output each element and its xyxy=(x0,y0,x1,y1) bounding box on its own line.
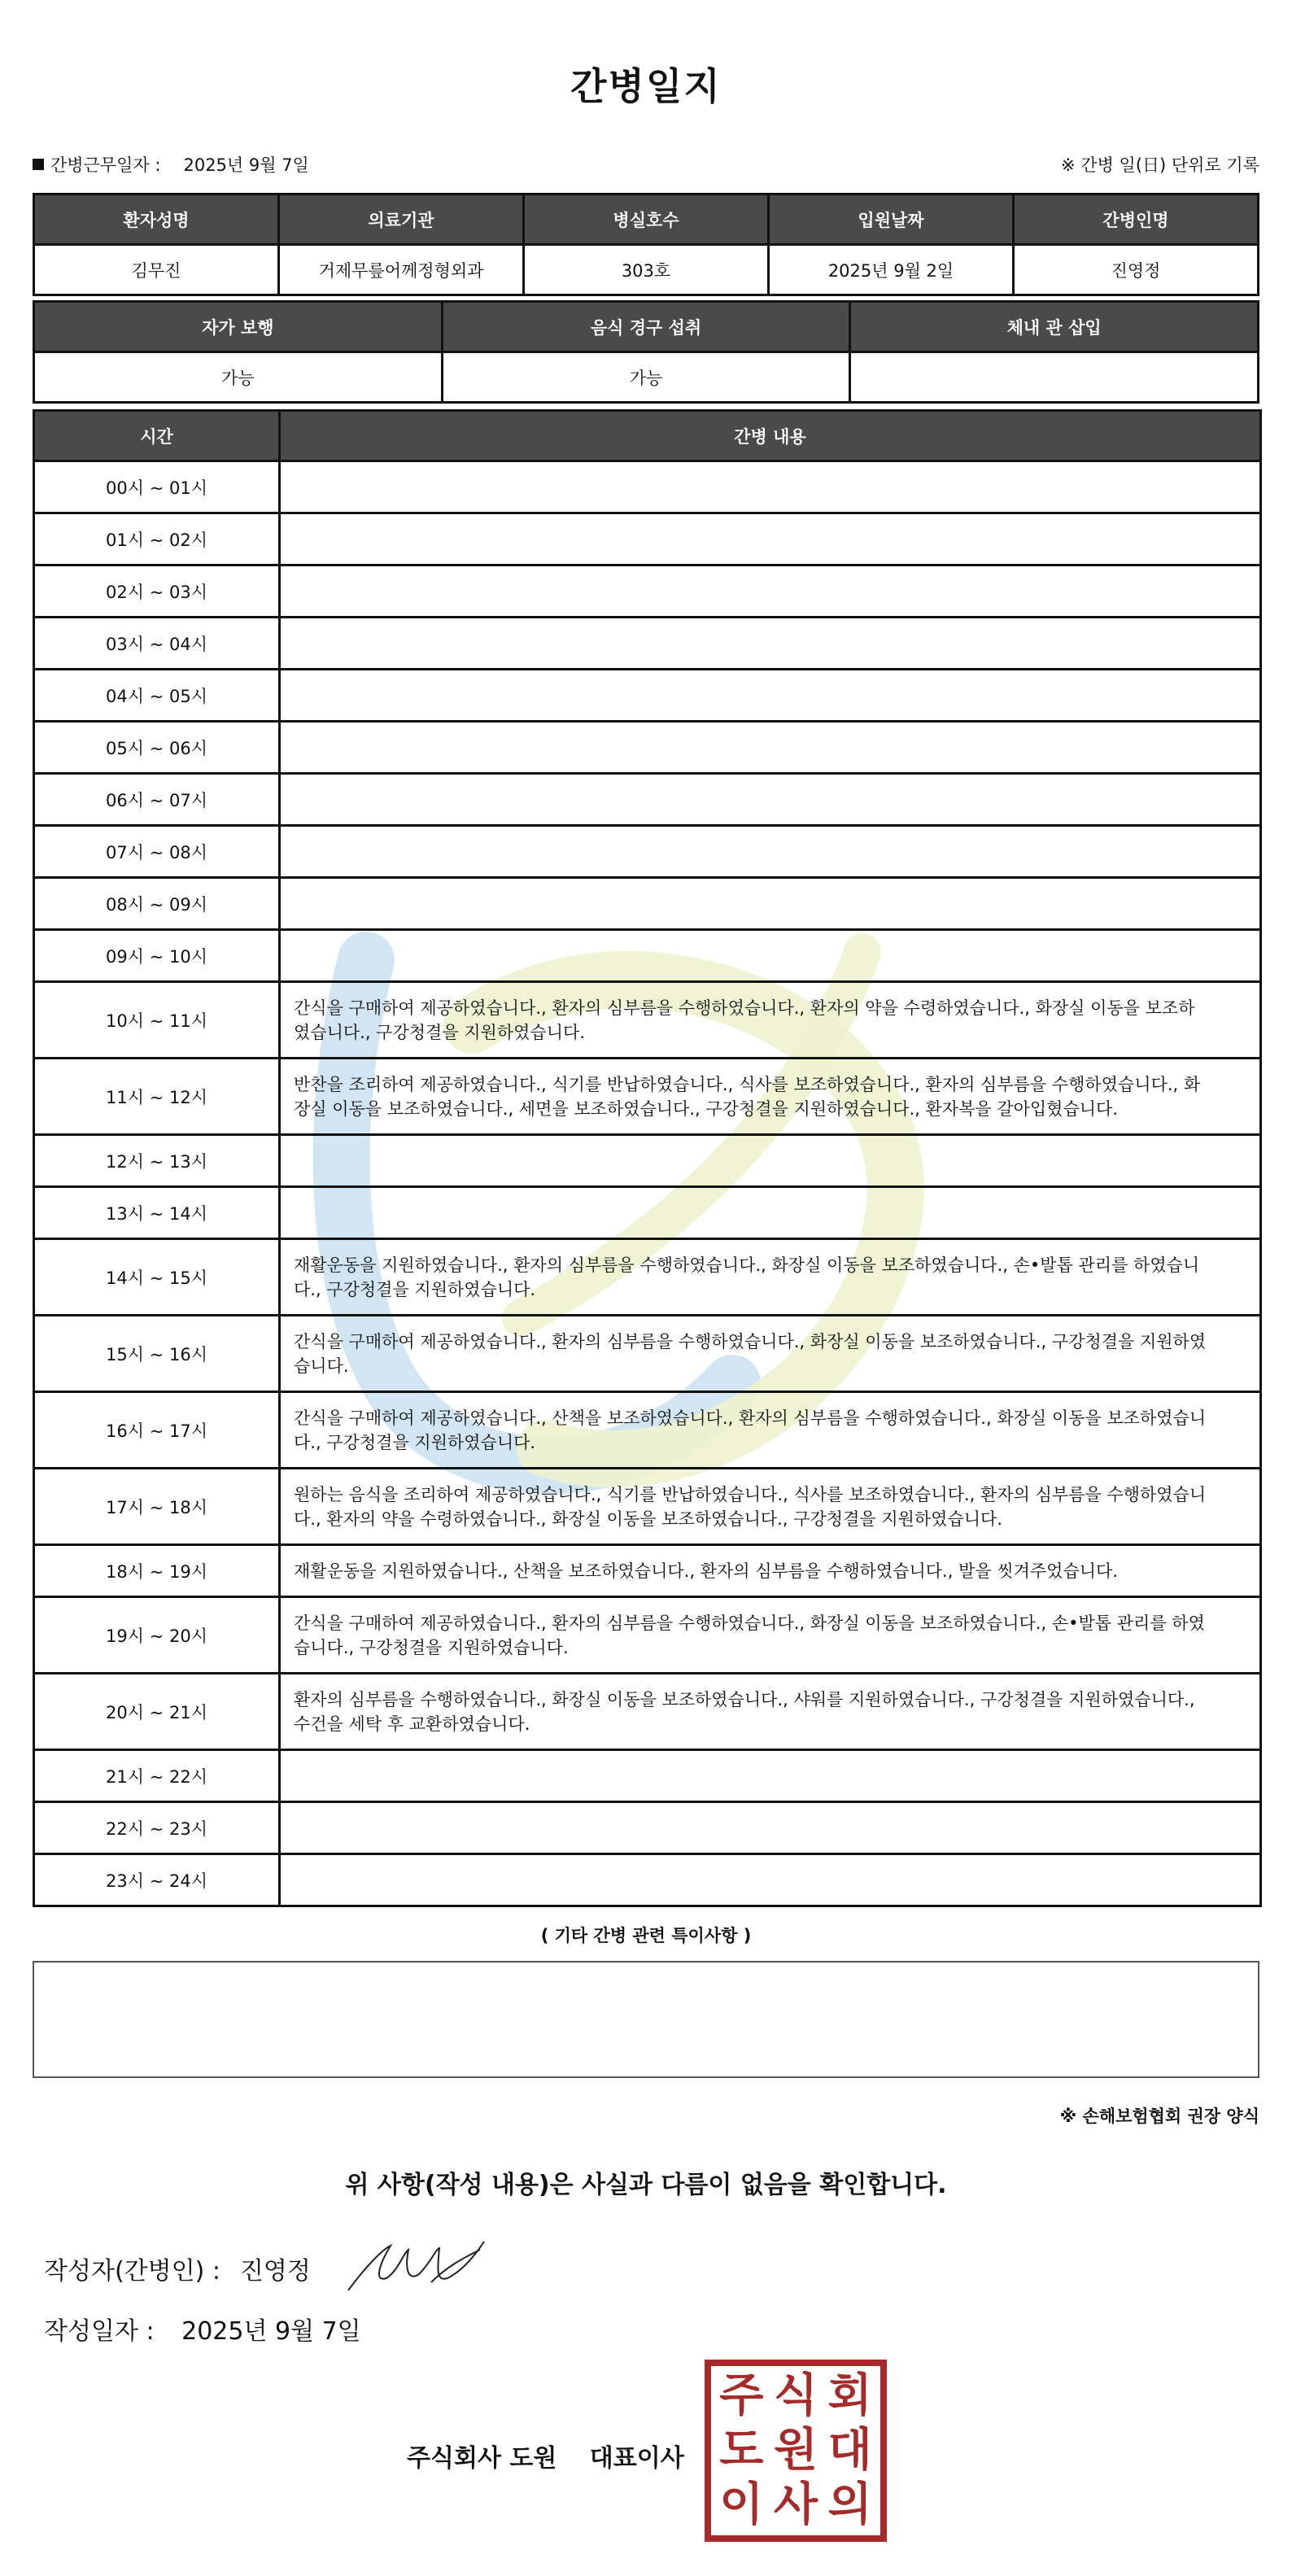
log-content-line: 장실 이동을 보조하였습니다., 세면을 보조하였습니다., 구강청결을 지원하였습니다., 환자복을 갈아입혔습니다. xyxy=(294,1098,1118,1119)
writer-row xyxy=(44,2251,311,2286)
seal-char: 사 xyxy=(773,2478,818,2531)
log-content xyxy=(280,1316,1261,1392)
log-row xyxy=(34,722,1261,774)
log-time: 11시 ~ 12시 xyxy=(34,1059,280,1135)
log-row xyxy=(34,1674,1261,1750)
log-content-line: 원하는 음식을 조리하여 제공하였습니다., 식기를 반납하였습니다., 식사를 보조하였습니다., 환자의 심부름을 수행하였습니 xyxy=(294,1484,1207,1504)
log-time: 20시 ~ 21시 xyxy=(34,1674,280,1750)
header-oral-intake: 음식 경구 섭취 xyxy=(442,302,850,352)
log-row xyxy=(34,1750,1261,1802)
room-number: 303호 xyxy=(524,245,769,295)
log-row xyxy=(34,1597,1261,1674)
log-content-line: 였습니다., 구강청결을 지원하였습니다. xyxy=(294,1022,585,1042)
log-content xyxy=(280,513,1261,565)
seal-char: 원 xyxy=(773,2423,818,2477)
log-row xyxy=(34,1545,1261,1597)
log-content xyxy=(280,1469,1261,1545)
log-content-line: 간식을 구매하여 제공하였습니다., 환자의 심부름을 수행하였습니다., 화장실 이동을 보조하였습니다., 구강청결을 지원하였 xyxy=(294,1331,1207,1351)
log-content xyxy=(280,461,1261,513)
log-content-line: 간식을 구매하여 제공하였습니다., 산책을 보조하였습니다., 환자의 심부름을 수행하였습니다., 화장실 이동을 보조하였습니 xyxy=(294,1408,1207,1428)
log-content xyxy=(280,878,1261,930)
writer-name: 진영정 xyxy=(239,2257,311,2286)
log-time: 06시 ~ 07시 xyxy=(34,774,280,826)
log-row xyxy=(34,1802,1261,1854)
representative-title: 대표이사 xyxy=(589,2444,684,2473)
log-time: 18시 ~ 19시 xyxy=(34,1545,280,1597)
log-content-line: 간식을 구매하여 제공하였습니다., 환자의 심부름을 수행하였습니다., 환자의 약을 수령하였습니다., 화장실 이동을 보조하 xyxy=(294,998,1195,1018)
log-content xyxy=(280,1802,1261,1854)
log-time: 14시 ~ 15시 xyxy=(34,1239,280,1316)
writer-label: 작성자(간병인) : xyxy=(44,2257,220,2286)
header-time: 시간 xyxy=(34,411,280,461)
log-content-line: 간식을 구매하여 제공하였습니다., 환자의 심부름을 수행하였습니다., 화장실 이동을 보조하였습니다., 손•발톱 관리를 하였 xyxy=(294,1613,1205,1633)
log-content xyxy=(280,982,1261,1059)
log-content xyxy=(280,826,1261,878)
page-title: 간병일지 xyxy=(570,64,722,108)
record-note: ※ 간병 일(日) 단위로 기록 xyxy=(1061,155,1259,175)
log-content xyxy=(280,1545,1261,1597)
company-line xyxy=(407,2438,684,2473)
log-row xyxy=(34,1059,1261,1135)
log-content xyxy=(280,930,1261,982)
log-time: 09시 ~ 10시 xyxy=(34,930,280,982)
log-content xyxy=(280,774,1261,826)
seal-char: 의 xyxy=(827,2478,872,2531)
log-time: 05시 ~ 06시 xyxy=(34,722,280,774)
log-content-line: 재활운동을 지원하였습니다., 환자의 심부름을 수행하였습니다., 화장실 이동을 보조하였습니다., 손•발톱 관리를 하였습니 xyxy=(294,1255,1200,1275)
header-admission-date: 입원날짜 xyxy=(769,194,1014,245)
log-row xyxy=(34,930,1261,982)
log-time: 01시 ~ 02시 xyxy=(34,513,280,565)
patient-info-table xyxy=(33,193,1259,296)
seal-char: 식 xyxy=(773,2369,818,2423)
seal-char: 이 xyxy=(719,2478,764,2531)
header-self-walking: 자가 보행 xyxy=(34,302,443,352)
remarks-box xyxy=(33,1961,1259,2078)
log-time: 23시 ~ 24시 xyxy=(34,1854,280,1906)
log-row xyxy=(34,1135,1261,1187)
remarks-title: ( 기타 간병 관련 특이사항 ) xyxy=(540,1926,752,1945)
log-content-line: 다., 구강청결을 지원하였습니다. xyxy=(294,1432,536,1452)
log-time: 04시 ~ 05시 xyxy=(34,670,280,722)
log-content-line: 반찬을 조리하여 제공하였습니다., 식기를 반납하였습니다., 식사를 보조하였습니다., 환자의 심부름을 수행하였습니다., 화 xyxy=(294,1074,1201,1094)
header-hospital: 의료기관 xyxy=(279,194,524,245)
log-content-line: 습니다., 구강청결을 지원하였습니다. xyxy=(294,1637,569,1657)
log-time: 17시 ~ 18시 xyxy=(34,1469,280,1545)
log-content xyxy=(280,722,1261,774)
log-content xyxy=(280,1187,1261,1239)
log-row xyxy=(34,1187,1261,1239)
tube-insertion-value xyxy=(850,352,1259,403)
log-time: 22시 ~ 23시 xyxy=(34,1802,280,1854)
log-row xyxy=(34,1239,1261,1316)
date-label: 작성일자 : xyxy=(44,2317,155,2346)
log-time: 00시 ~ 01시 xyxy=(34,461,280,513)
form-note: ※ 손해보험협회 권장 양식 xyxy=(1059,2107,1259,2126)
header-care-content: 간병 내용 xyxy=(280,411,1261,461)
log-time: 21시 ~ 22시 xyxy=(34,1750,280,1802)
log-content xyxy=(280,1674,1261,1750)
log-content xyxy=(280,1392,1261,1469)
header-patient-name: 환자성명 xyxy=(34,194,279,245)
log-time: 07시 ~ 08시 xyxy=(34,826,280,878)
log-content xyxy=(280,565,1261,618)
meta-row xyxy=(33,152,1259,177)
signature-image xyxy=(342,2233,488,2299)
company-name: 주식회사 도원 xyxy=(407,2444,557,2473)
header-room: 병실호수 xyxy=(524,194,769,245)
log-row xyxy=(34,878,1261,930)
date-value: 2025년 9월 7일 xyxy=(181,2317,361,2346)
log-row xyxy=(34,461,1261,513)
log-content-line: 재활운동을 지원하였습니다., 산책을 보조하였습니다., 환자의 심부름을 수행하였습니다., 발을 씻겨주었습니다. xyxy=(294,1561,1118,1581)
patient-name: 김무진 xyxy=(34,245,279,295)
log-row xyxy=(34,826,1261,878)
caregiver-name: 진영정 xyxy=(1014,245,1259,295)
log-content xyxy=(280,1059,1261,1135)
header-tube-insertion: 체내 관 삽입 xyxy=(850,302,1259,352)
log-row xyxy=(34,1392,1261,1469)
log-content xyxy=(280,1750,1261,1802)
log-content xyxy=(280,618,1261,670)
log-content xyxy=(280,1854,1261,1906)
self-walking-value: 가능 xyxy=(34,352,443,403)
log-row xyxy=(34,670,1261,722)
log-content-line: 다., 구강청결을 지원하였습니다. xyxy=(294,1279,536,1299)
log-content-line: 다., 환자의 약을 수령하였습니다., 화장실 이동을 보조하였습니다., 구강청결을 지원하였습니다. xyxy=(294,1508,1002,1529)
log-row xyxy=(34,982,1261,1059)
log-row xyxy=(34,565,1261,618)
seal-char: 대 xyxy=(827,2423,872,2477)
log-content xyxy=(280,1239,1261,1316)
log-content xyxy=(280,670,1261,722)
log-time: 19시 ~ 20시 xyxy=(34,1597,280,1674)
log-time: 10시 ~ 11시 xyxy=(34,982,280,1059)
log-time: 03시 ~ 04시 xyxy=(34,618,280,670)
log-content xyxy=(280,1597,1261,1674)
log-time: 12시 ~ 13시 xyxy=(34,1135,280,1187)
seal-char: 회 xyxy=(827,2369,872,2423)
work-date-label: 간병근무일자 : xyxy=(50,155,161,175)
log-content xyxy=(280,1135,1261,1187)
log-row xyxy=(34,774,1261,826)
bullet-square-icon xyxy=(33,159,44,170)
log-time: 08시 ~ 09시 xyxy=(34,878,280,930)
seal-char: 도 xyxy=(719,2423,764,2477)
log-row xyxy=(34,513,1261,565)
log-row xyxy=(34,1854,1261,1906)
log-row xyxy=(34,1469,1261,1545)
admission-date: 2025년 9월 2일 xyxy=(769,245,1014,295)
log-time: 16시 ~ 17시 xyxy=(34,1392,280,1469)
care-log-table xyxy=(33,409,1262,1907)
log-content-line: 환자의 심부름을 수행하였습니다., 화장실 이동을 보조하였습니다., 샤워를 지원하였습니다., 구강청결을 지원하였습니다., xyxy=(294,1689,1195,1709)
work-date: 2025년 9월 7일 xyxy=(183,155,309,175)
confirmation-statement: 위 사항(작성 내용)은 사실과 다름이 없음을 확인합니다. xyxy=(345,2171,947,2199)
log-content-line: 수건을 세탁 후 교환하였습니다. xyxy=(294,1714,530,1734)
log-row xyxy=(34,618,1261,670)
hospital-name: 거제무릎어께정형외과 xyxy=(279,245,524,295)
date-row xyxy=(44,2311,361,2347)
log-time: 02시 ~ 03시 xyxy=(34,565,280,618)
log-time: 13시 ~ 14시 xyxy=(34,1187,280,1239)
company-seal xyxy=(705,2360,887,2542)
oral-intake-value: 가능 xyxy=(442,352,850,403)
log-time: 15시 ~ 16시 xyxy=(34,1316,280,1392)
seal-char: 주 xyxy=(719,2369,764,2423)
log-content-line: 습니다. xyxy=(294,1356,349,1376)
ability-table xyxy=(33,300,1259,404)
log-row xyxy=(34,1316,1261,1392)
header-caregiver-name: 간병인명 xyxy=(1014,194,1259,245)
